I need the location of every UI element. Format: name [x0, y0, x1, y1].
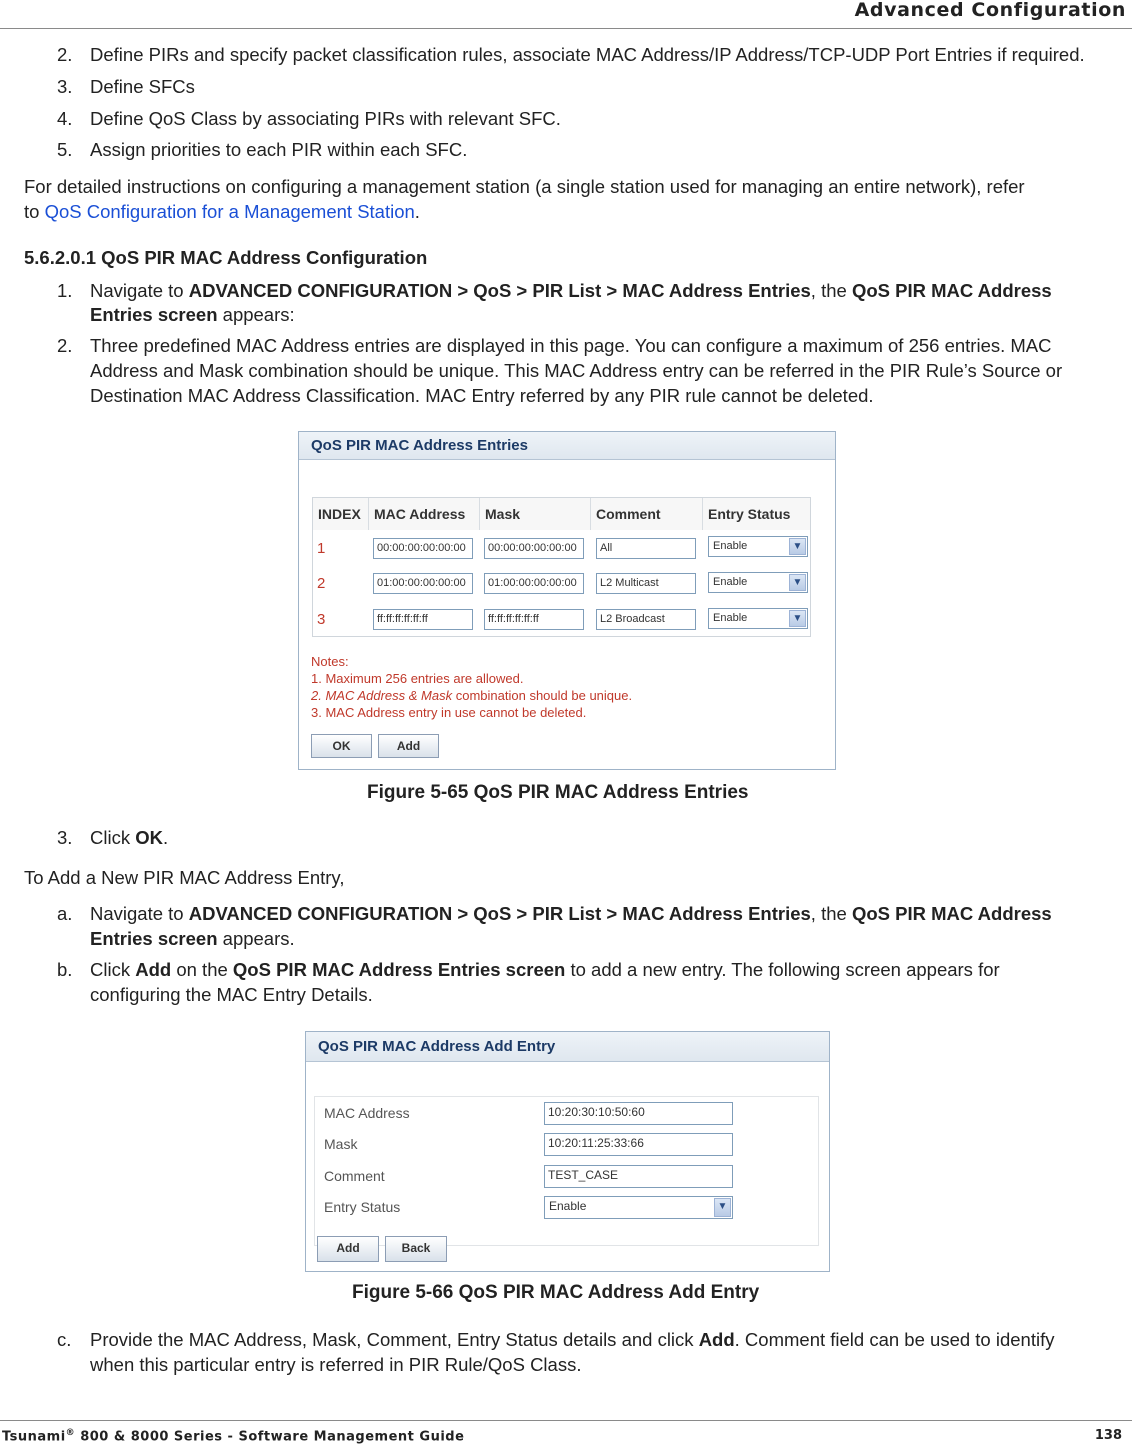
step-text-part: Navigate to	[90, 280, 189, 301]
note-italic: 2. MAC Address & Mask	[311, 688, 453, 703]
step-text-part: Click	[90, 959, 136, 980]
screen-name: QoS PIR MAC Address Entries screen	[232, 959, 566, 980]
step-text-part: .	[162, 827, 169, 848]
step-text: Address and Mask combination should be unique. This MAC Address entry can be referred in the PIR Rule’s Source or	[90, 360, 1063, 381]
step-text	[90, 928, 295, 950]
step-text	[90, 903, 1052, 925]
select-value: Enable	[713, 540, 748, 552]
row-index: 2	[317, 575, 326, 592]
notes-block	[311, 653, 632, 721]
step-text	[90, 959, 1000, 981]
step-text: Assign priorities to each PIR within each SFC.	[90, 139, 468, 160]
footer-divider	[0, 1420, 1132, 1421]
step-text: Destination MAC Address Classification. MAC Entry referred by any PIR rule cannot be deleted.	[90, 385, 874, 406]
intro-prefix: to	[24, 201, 45, 222]
step-text-part: . Comment field can be used to identify	[734, 1329, 1055, 1350]
mac-entries-table	[312, 497, 811, 637]
screen-name: QoS PIR MAC Address	[851, 280, 1052, 301]
step-number: 4.	[57, 108, 73, 129]
add-entry-intro: To Add a New PIR MAC Address Entry,	[24, 867, 345, 888]
note-item	[311, 687, 632, 704]
header-divider	[0, 28, 1132, 29]
page-number: 138	[1094, 1428, 1122, 1443]
mac-address-label: MAC Address	[324, 1105, 410, 1121]
mask-input[interactable]: 01:00:00:00:00:00	[484, 573, 584, 594]
comment-label: Comment	[324, 1168, 385, 1184]
step-text-part: Click	[90, 827, 136, 848]
step-text-part: , the	[810, 280, 852, 301]
comment-input[interactable]: L2 Broadcast	[596, 609, 696, 630]
note-text: combination should be unique.	[452, 688, 633, 703]
entry-status-select[interactable]	[708, 608, 808, 629]
step-text: Define SFCs	[90, 76, 195, 97]
mac-address-input[interactable]: ff:ff:ff:ff:ff:ff	[373, 609, 473, 630]
comment-input[interactable]: L2 Multicast	[596, 573, 696, 594]
footer-text: Tsunami	[2, 1429, 66, 1445]
step-text: Define QoS Class by associating PIRs with relevant SFC.	[90, 108, 561, 129]
step-letter: b.	[57, 959, 73, 980]
add-reference: Add	[135, 959, 172, 980]
ok-reference: OK	[135, 827, 163, 848]
note-item: 3. MAC Address entry in use cannot be deleted.	[311, 705, 587, 720]
screen-name: Entries screen	[90, 304, 218, 325]
mask-label: Mask	[324, 1136, 358, 1152]
registered-mark: ®	[65, 1428, 76, 1438]
note-item: 1. Maximum 256 entries are allowed.	[311, 671, 524, 686]
chevron-down-icon[interactable]: ▼	[789, 574, 806, 591]
step-text-part: to add a new entry. The following screen appears for	[565, 959, 1000, 980]
step-number: 2.	[57, 44, 73, 65]
step-text-part: Navigate to	[90, 903, 189, 924]
column-header: Entry Status	[703, 498, 810, 530]
step-text-part: Provide the MAC Address, Mask, Comment, Entry Status details and click	[90, 1329, 699, 1350]
mac-address-input[interactable]: 01:00:00:00:00:00	[373, 573, 473, 594]
row-index: 1	[317, 540, 326, 557]
mac-address-add-entry-panel	[305, 1031, 830, 1272]
step-text-part: appears:	[217, 304, 295, 325]
step-number: 3.	[57, 827, 73, 848]
step-number: 5.	[57, 139, 73, 160]
step-letter: a.	[57, 903, 73, 924]
notes-title: Notes:	[311, 654, 349, 669]
column-header: INDEX	[313, 498, 369, 530]
back-button[interactable]: Back	[385, 1236, 447, 1262]
mask-input[interactable]: 10:20:11:25:33:66	[544, 1133, 733, 1156]
step-text	[90, 304, 295, 326]
footer-text: 800 & 8000 Series - Software Management Guide	[75, 1429, 465, 1445]
figure-caption: Figure 5-66 QoS PIR MAC Address Add Entry	[352, 1282, 760, 1303]
select-value: Enable	[713, 612, 748, 624]
entry-status-label: Entry Status	[324, 1199, 401, 1215]
intro-paragraph-line: For detailed instructions on configuring a management station (a single station used for managing an entire network), refer	[24, 176, 1025, 197]
column-header: Comment	[591, 498, 703, 530]
step-text-part: appears.	[217, 928, 295, 949]
entry-status-select[interactable]	[708, 536, 808, 557]
entry-status-select[interactable]	[708, 572, 808, 593]
column-header: MAC Address	[369, 498, 480, 530]
panel-title: QoS PIR MAC Address Add Entry	[306, 1032, 829, 1062]
panel-title: QoS PIR MAC Address Entries	[299, 432, 835, 460]
ok-button[interactable]: OK	[311, 734, 372, 758]
add-button[interactable]: Add	[317, 1236, 379, 1262]
comment-input[interactable]: TEST_CASE	[544, 1165, 733, 1188]
chevron-down-icon[interactable]: ▼	[789, 538, 806, 555]
step-number: 3.	[57, 76, 73, 97]
add-reference: Add	[698, 1329, 735, 1350]
entry-status-select[interactable]	[544, 1196, 733, 1219]
navigation-path: ADVANCED CONFIGURATION > QoS > PIR List > MAC Address Entries	[188, 280, 811, 301]
mask-input[interactable]: 00:00:00:00:00:00	[484, 538, 584, 559]
section-heading: 5.6.2.0.1 QoS PIR MAC Address Configuration	[24, 247, 428, 268]
step-text	[90, 1329, 1054, 1351]
add-entry-form	[314, 1096, 819, 1246]
step-text: Define PIRs and specify packet classification rules, associate MAC Address/IP Address/TCP-UDP Port Entries if required.	[90, 44, 1085, 65]
intro-paragraph-line	[24, 201, 420, 223]
qos-management-station-link[interactable]: QoS Configuration for a Management Station	[44, 201, 415, 222]
mac-address-entries-panel	[298, 431, 836, 770]
page-header-title: Advanced Configuration	[854, 0, 1126, 21]
chevron-down-icon[interactable]: ▼	[714, 1198, 731, 1217]
row-index: 3	[317, 611, 326, 628]
step-number: 1.	[57, 280, 73, 301]
chevron-down-icon[interactable]: ▼	[789, 610, 806, 627]
footer-product-name	[2, 1428, 464, 1444]
step-text	[90, 827, 168, 849]
column-header: Mask	[480, 498, 591, 530]
screen-name: Entries screen	[90, 928, 218, 949]
mac-address-input[interactable]: 00:00:00:00:00:00	[373, 538, 473, 559]
step-text	[90, 280, 1052, 302]
step-number: 2.	[57, 335, 73, 356]
add-button[interactable]: Add	[378, 734, 439, 758]
navigation-path: ADVANCED CONFIGURATION > QoS > PIR List > MAC Address Entries	[188, 903, 811, 924]
select-value: Enable	[713, 576, 748, 588]
step-text-part: , the	[810, 903, 852, 924]
step-text-part: on the	[171, 959, 233, 980]
mask-input[interactable]: ff:ff:ff:ff:ff:ff	[484, 609, 584, 630]
step-text: Three predefined MAC Address entries are displayed in this page. You can configure a maximum of 256 entries. MAC	[90, 335, 1052, 356]
step-text: when this particular entry is referred in PIR Rule/QoS Class.	[90, 1354, 582, 1375]
intro-suffix: .	[414, 201, 420, 222]
screen-name: QoS PIR MAC Address	[851, 903, 1052, 924]
step-letter: c.	[57, 1329, 72, 1350]
mac-address-input[interactable]: 10:20:30:10:50:60	[544, 1102, 733, 1125]
comment-input[interactable]: All	[596, 538, 696, 559]
step-text: configuring the MAC Entry Details.	[90, 984, 373, 1005]
select-value: Enable	[549, 1199, 587, 1213]
figure-caption: Figure 5-65 QoS PIR MAC Address Entries	[367, 782, 749, 803]
